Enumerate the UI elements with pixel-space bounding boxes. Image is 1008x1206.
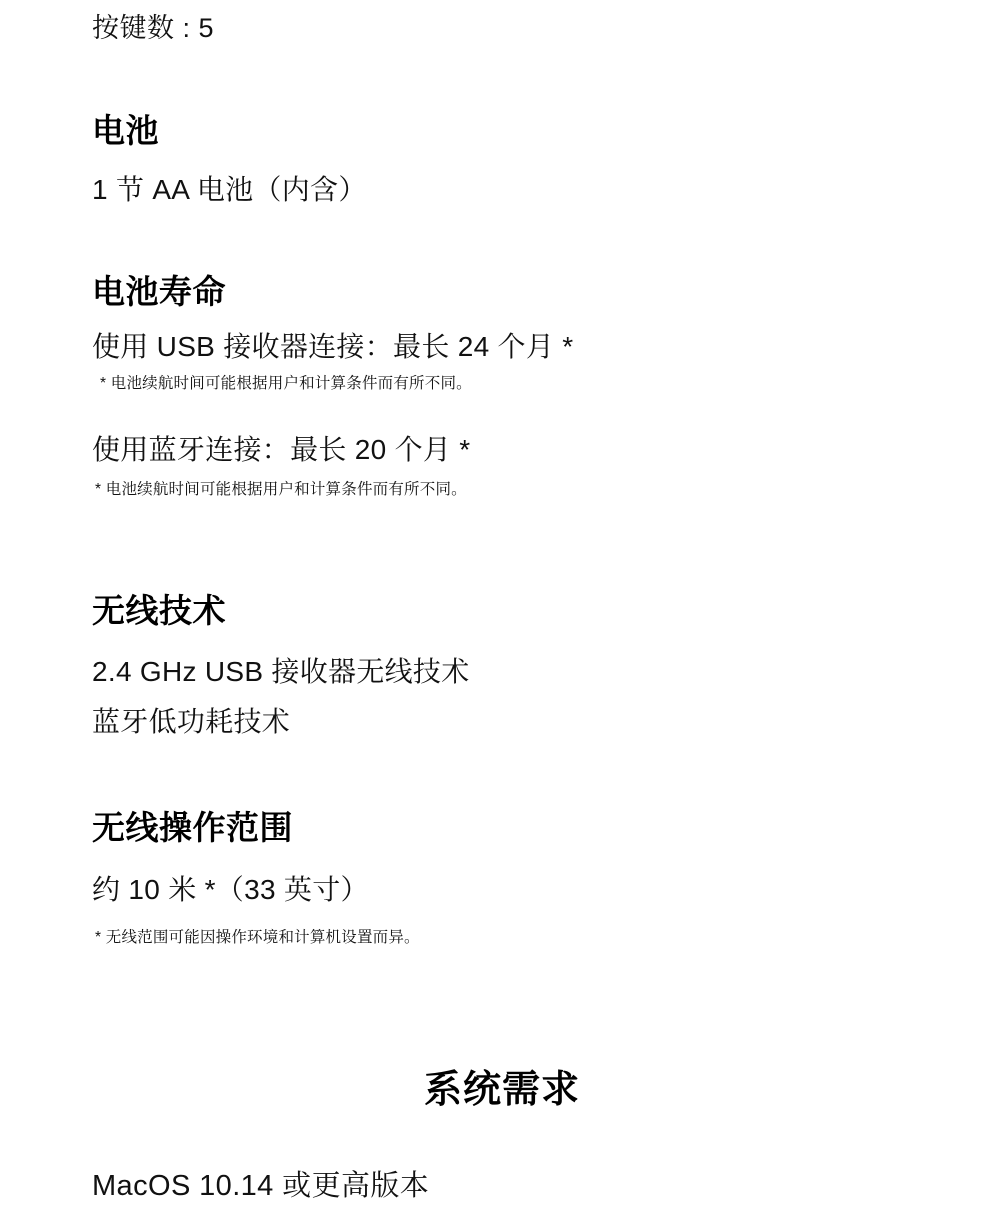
key-count-spec: 按键数 : 5 (92, 13, 215, 43)
battery-line-1: 1 节 AA 电池（内含） (92, 174, 367, 205)
system-requirements-title: 系统需求 (423, 1069, 580, 1111)
battery-life-line-2: 使用蓝牙连接：最长 20 个月 * (92, 434, 471, 465)
battery-life-note-2: * 电池续航时间可能根据用户和计算条件而有所不同。 (95, 481, 467, 498)
wireless-tech-line-1: 2.4 GHz USB 接收器无线技术 (92, 656, 470, 687)
wireless-range-line-1: 约 10 米 *（33 英寸） (92, 874, 369, 905)
section-heading-wireless-tech: 无线技术 (92, 592, 226, 629)
system-requirements-line-1: MacOS 10.14 或更高版本 (92, 1170, 430, 1202)
section-heading-battery: 电池 (92, 112, 159, 149)
wireless-tech-line-2: 蓝牙低功耗技术 (92, 706, 291, 737)
section-heading-battery-life: 电池寿命 (92, 273, 226, 310)
battery-life-note-1: * 电池续航时间可能根据用户和计算条件而有所不同。 (100, 375, 472, 392)
wireless-range-note-1: * 无线范围可能因操作环境和计算机设置而异。 (95, 929, 420, 946)
battery-life-line-1: 使用 USB 接收器连接：最长 24 个月 * (92, 331, 574, 362)
section-heading-wireless-range: 无线操作范围 (92, 809, 293, 846)
